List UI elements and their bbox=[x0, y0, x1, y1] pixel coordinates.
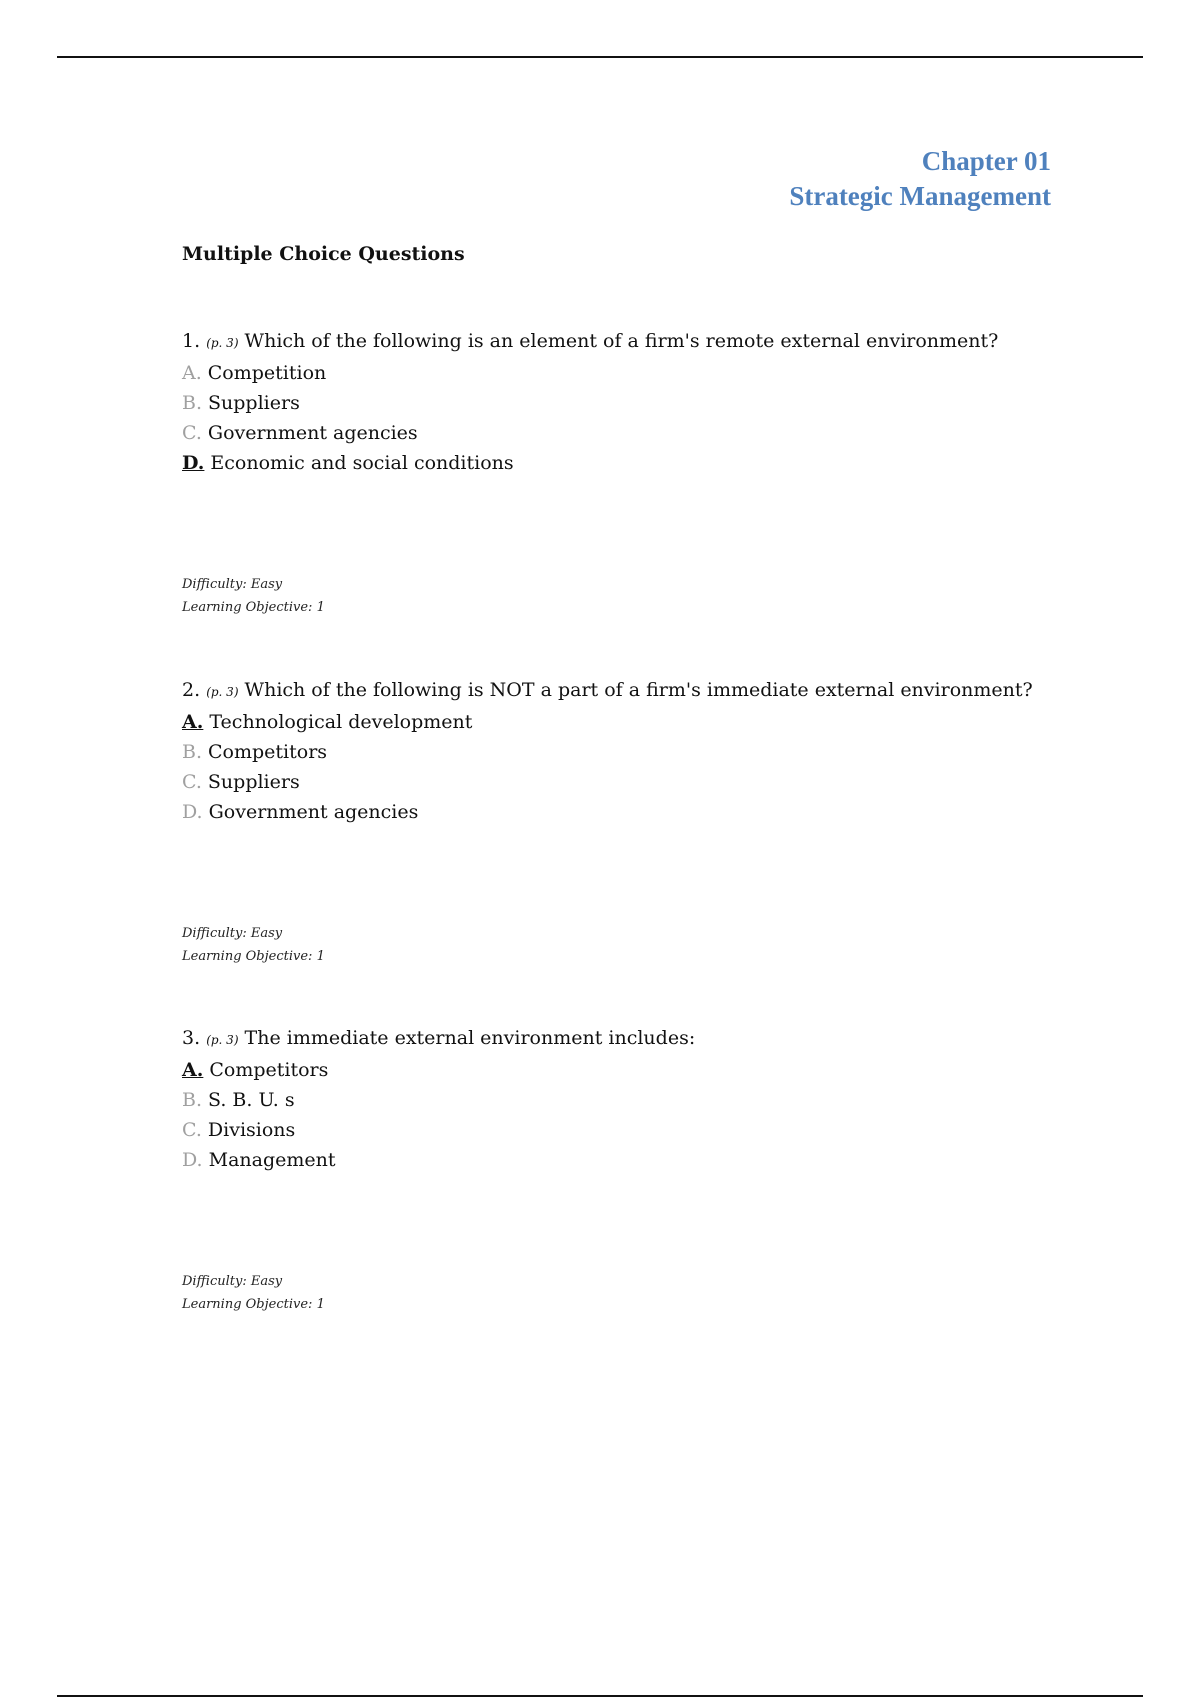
option-text: S. B. U. s bbox=[208, 1089, 295, 1111]
question-1 bbox=[182, 326, 1082, 478]
question-text: The immediate external environment includes: bbox=[244, 1027, 696, 1049]
option-letter: C. bbox=[182, 422, 202, 444]
option-text: Competitors bbox=[208, 741, 328, 763]
option-text: Suppliers bbox=[207, 771, 300, 793]
learning-objective-label: Learning Objective: 1 bbox=[182, 949, 325, 964]
option-text: Economic and social conditions bbox=[210, 452, 514, 474]
option-text: Management bbox=[208, 1149, 336, 1171]
option-b bbox=[182, 1085, 1082, 1115]
answer-options bbox=[182, 358, 1082, 478]
learning-objective-label: Learning Objective: 1 bbox=[182, 1297, 325, 1312]
option-text: Government agencies bbox=[208, 801, 419, 823]
question-number: 3. bbox=[182, 1027, 201, 1049]
option-letter: A. bbox=[182, 1059, 204, 1081]
page-reference: (p. 3) bbox=[206, 1033, 239, 1047]
bottom-rule bbox=[57, 1695, 1143, 1697]
option-letter: A. bbox=[182, 362, 202, 384]
difficulty-label: Difficulty: Easy bbox=[182, 1274, 283, 1289]
option-letter: B. bbox=[182, 392, 203, 414]
option-text: Competition bbox=[207, 362, 327, 384]
section-title: Multiple Choice Questions bbox=[182, 243, 465, 265]
option-d bbox=[182, 1145, 1082, 1175]
option-a-correct bbox=[182, 1055, 1082, 1085]
option-text: Suppliers bbox=[208, 392, 300, 414]
option-d-correct bbox=[182, 448, 1082, 478]
option-text: Technological development bbox=[209, 711, 473, 733]
page-reference: (p. 3) bbox=[206, 336, 239, 350]
question-text: Which of the following is an element of a firm's remote external environment? bbox=[244, 330, 999, 352]
page-reference: (p. 3) bbox=[206, 685, 239, 699]
option-text: Government agencies bbox=[207, 422, 418, 444]
option-a-correct bbox=[182, 707, 1082, 737]
option-letter: B. bbox=[182, 1089, 203, 1111]
chapter-number: Chapter 01 bbox=[921, 146, 1051, 176]
difficulty-label: Difficulty: Easy bbox=[182, 577, 283, 592]
option-letter: D. bbox=[182, 801, 203, 823]
answer-options bbox=[182, 707, 1082, 827]
option-c bbox=[182, 418, 1082, 448]
question-2-metadata bbox=[182, 922, 325, 968]
option-d bbox=[182, 797, 1082, 827]
chapter-heading bbox=[789, 144, 1051, 214]
option-letter: B. bbox=[182, 741, 203, 763]
question-number: 1. bbox=[182, 330, 201, 352]
top-rule bbox=[57, 56, 1143, 58]
question-3 bbox=[182, 1023, 1082, 1175]
learning-objective-label: Learning Objective: 1 bbox=[182, 600, 325, 615]
option-text: Competitors bbox=[209, 1059, 329, 1081]
question-1-metadata bbox=[182, 573, 325, 619]
chapter-title: Strategic Management bbox=[789, 181, 1051, 211]
question-3-metadata bbox=[182, 1270, 325, 1316]
option-a bbox=[182, 358, 1082, 388]
option-letter: C. bbox=[182, 771, 202, 793]
question-stem bbox=[182, 1023, 1082, 1055]
option-letter: C. bbox=[182, 1119, 202, 1141]
option-letter: D. bbox=[182, 1149, 203, 1171]
question-2 bbox=[182, 675, 1082, 827]
option-b bbox=[182, 388, 1082, 418]
difficulty-label: Difficulty: Easy bbox=[182, 926, 283, 941]
option-c bbox=[182, 767, 1082, 797]
question-number: 2. bbox=[182, 679, 201, 701]
question-text: Which of the following is NOT a part of a firm's immediate external environment? bbox=[244, 679, 1033, 701]
option-text: Divisions bbox=[207, 1119, 296, 1141]
option-b bbox=[182, 737, 1082, 767]
question-stem bbox=[182, 326, 1082, 358]
question-stem bbox=[182, 675, 1082, 707]
option-letter: A. bbox=[182, 711, 204, 733]
option-letter: D. bbox=[182, 452, 205, 474]
answer-options bbox=[182, 1055, 1082, 1175]
option-c bbox=[182, 1115, 1082, 1145]
